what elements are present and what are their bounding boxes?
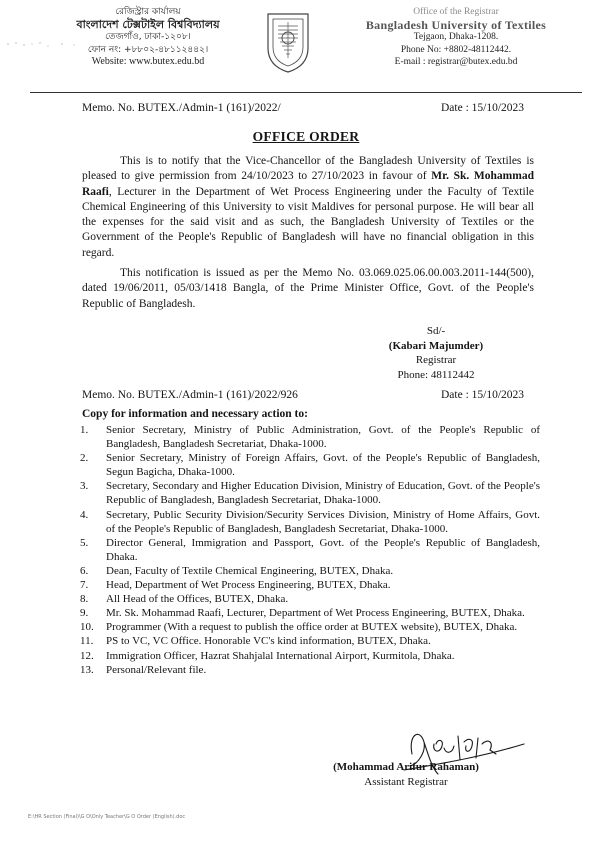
- list-item-text: Dean, Faculty of Textile Chemical Engineering, BUTEX, Dhaka.: [106, 564, 394, 577]
- list-item-number: 13.: [80, 663, 94, 676]
- registrar-name: (Kabari Majumder): [388, 339, 484, 352]
- list-item-text: Secretary, Secondary and Higher Education Division, Ministry of Education, Govt. of the People's Republic of Bangladesh, Bangladesh Secretariat, Dhaka-1000.: [106, 480, 540, 507]
- address: Tejgaon, Dhaka-1208.: [413, 32, 499, 42]
- list-item: [80, 423, 540, 451]
- letterhead-english: [326, 6, 586, 69]
- list-item-number: 1.: [80, 424, 89, 436]
- p1-name: Mr. Sk. Mohammad Raafi: [82, 170, 534, 198]
- registrar-phone: Phone: 48112442: [397, 368, 475, 381]
- list-item-number: 2.: [80, 452, 89, 465]
- university-seal-logo: [260, 8, 316, 76]
- list-item-text: Mr. Sk. Mohammad Raafi, Lecturer, Department of Wet Process Engineering, BUTEX, Dhaka.: [106, 607, 525, 620]
- list-item-text: Personal/Relevant file.: [106, 663, 207, 676]
- copy-heading: Copy for information and necessary action to:: [82, 408, 308, 420]
- list-item-number: 11.: [80, 635, 94, 648]
- bn-university-name: বাংলাদেশ টেক্সটাইল বিশ্ববিদ্যালয়: [76, 17, 220, 31]
- assistant-registrar-signature-block: [326, 760, 486, 789]
- list-item-number: 3.: [80, 480, 89, 493]
- list-item: [80, 663, 540, 677]
- memo-number: Memo. No. BUTEX./Admin-1 (161)/2022/: [82, 102, 281, 114]
- list-item-text: PS to VC, VC Office. Honorable VC's kind information, BUTEX, Dhaka.: [106, 635, 431, 648]
- registrar-title: Registrar: [415, 354, 457, 366]
- list-item-text: Senior Secretary, Ministry of Public Administration, Govt. of the People's Republic of Bangladesh, Bangladesh Secretariat, Dhaka-1000.: [106, 424, 540, 451]
- list-item: [80, 592, 540, 606]
- list-item: [80, 564, 540, 578]
- sd-mark: Sd/-: [426, 325, 446, 337]
- file-path-footer: E:\HR Section (Final)\G O\Only Teacher\G O Order (English).doc: [28, 814, 186, 820]
- office-line: Office of the Registrar: [413, 7, 499, 17]
- list-item-text: Immigration Officer, Hazrat Shahjalal International Airport, Kurmitola, Dhaka.: [106, 649, 455, 662]
- list-item: [80, 634, 540, 648]
- list-item: [80, 578, 540, 592]
- list-item: [80, 451, 540, 479]
- list-item: [80, 620, 540, 634]
- email: E-mail : registrar@butex.edu.bd: [394, 57, 518, 67]
- list-item-text: Director General, Immigration and Passport, Govt. of the People's Republic of Bangladesh, Dhaka.: [106, 536, 540, 563]
- body-paragraph-1: [82, 154, 534, 261]
- header-divider: [30, 92, 582, 93]
- list-item-number: 5.: [80, 536, 89, 549]
- list-item-number: 7.: [80, 579, 89, 592]
- bn-phone: ফোন নং: +৮৮০২-৪৮১১২৪৪২।: [87, 44, 209, 55]
- list-item: [80, 606, 540, 620]
- memo-date-2: Date : 15/10/2023: [441, 389, 525, 401]
- list-item: [80, 479, 540, 507]
- website: Website: www.butex.edu.bd: [91, 56, 205, 67]
- assistant-registrar-name: (Mohammad Arifur Rahaman): [333, 761, 479, 773]
- p1-text-a: This is to notify that the Vice-Chancellor of the Bangladesh University of Textiles is pleased to give permission from 24/10/2023 to 27/10/2023 in favour of: [82, 155, 534, 183]
- phone: Phone No: +8802-48112442.: [400, 44, 512, 55]
- assistant-registrar-title: Assistant Registrar: [364, 775, 448, 788]
- list-item-number: 12.: [80, 649, 94, 662]
- memo-number-2: Memo. No. BUTEX./Admin-1 (161)/2022/926: [82, 389, 298, 401]
- bn-address: তেজগাঁও, ঢাকা-১২০৮।: [105, 32, 191, 42]
- stamp-noise: [2, 38, 232, 52]
- list-item-number: 8.: [80, 593, 89, 606]
- p1-text-b: , Lecturer in the Department of Wet Process Engineering under the Faculty of Textile Chemical Engineering of this University to visit Maldives for personal purpose. He will bear all the expenses for the said visit and as such, the Bangladesh University of Textiles or the Government of the People's Republic of Bangladesh will have no financial obligation in this regard.: [82, 185, 534, 259]
- list-item-number: 9.: [80, 607, 89, 620]
- list-item-number: 10.: [80, 621, 94, 634]
- registrar-signature-block: [376, 324, 496, 382]
- page-title: OFFICE ORDER: [252, 129, 360, 144]
- list-item-text: Head, Department of Wet Process Engineering, BUTEX, Dhaka.: [106, 579, 391, 592]
- memo-date: Date : 15/10/2023: [441, 102, 525, 114]
- list-item-text: Secretary, Public Security Division/Security Services Division, Ministry of Home Affairs, Govt. of the People's Republic of Bangladesh, Bangladesh Secretariat, Dhaka-1000.: [106, 508, 540, 535]
- list-item-number: 6.: [80, 564, 89, 577]
- list-item: [80, 649, 540, 663]
- list-item-text: Programmer (With a request to publish the office order at BUTEX website), BUTEX, Dhaka.: [106, 621, 518, 634]
- list-item-text: Senior Secretary, Ministry of Foreign Affairs, Govt. of the People's Republic of Bangladesh, Segun Bagicha, Dhaka-1000.: [106, 452, 540, 479]
- list-item-text: All Head of the Offices, BUTEX, Dhaka.: [106, 593, 289, 606]
- body-paragraph-2: This notification is issued as per the Memo No. 03.069.025.06.00.003.2011-144(500), dated 19/06/2011, 05/03/1418 Bangla, of the Prime Minister Office, Govt. of the People's Republic of Bangladesh.: [82, 267, 534, 310]
- list-item: [80, 508, 540, 536]
- list-item-number: 4.: [80, 508, 89, 521]
- university-name: Bangladesh University of Textiles: [365, 17, 547, 32]
- copy-list: [80, 423, 540, 677]
- bn-office-line: রেজিস্ট্রার কার্যালয়: [115, 7, 181, 17]
- list-item: [80, 536, 540, 564]
